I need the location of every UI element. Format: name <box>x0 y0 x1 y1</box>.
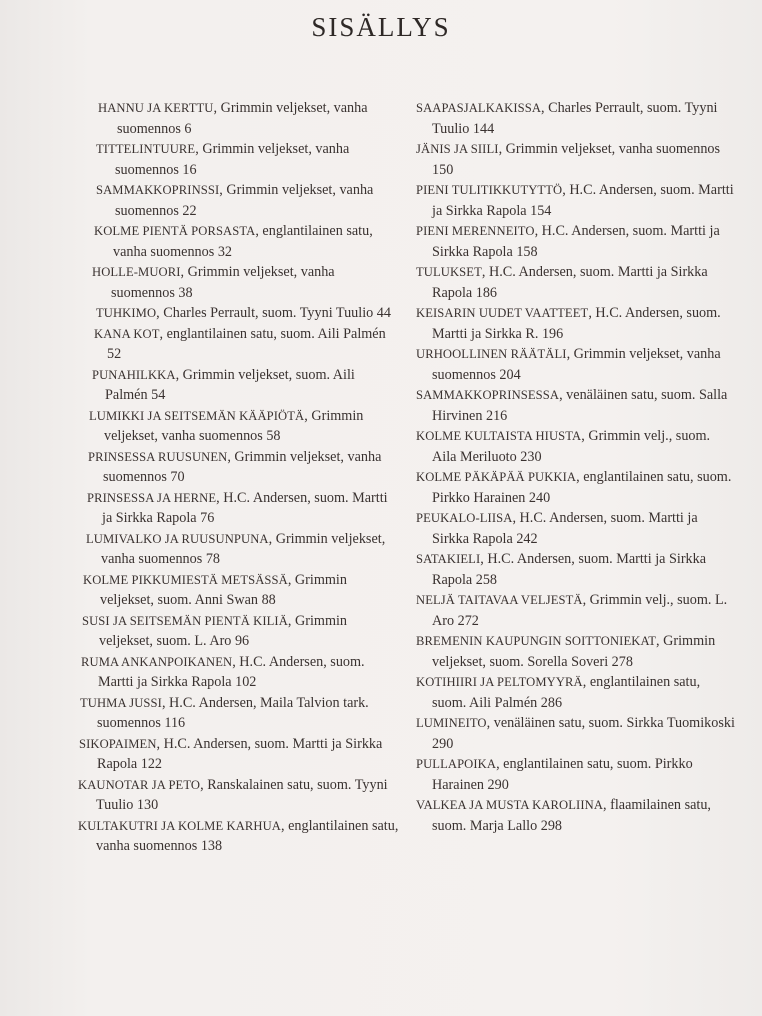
toc-entry-title: PEUKALO-LIISA <box>416 511 513 525</box>
toc-entry <box>412 180 737 221</box>
toc-entry-details: , H.C. Andersen, suom. Martti ja Sirkka Rapola 122 <box>97 735 383 772</box>
toc-entry-details: , Grimmin veljekset, vanha suomennos 78 <box>101 530 386 567</box>
toc-entry-title: NELJÄ TAITAVAA VELJESTÄ <box>416 593 583 607</box>
toc-entry-details: , Grimmin veljekset, vanha suomennos 6 <box>117 100 368 137</box>
toc-entry <box>412 549 737 590</box>
toc-entry <box>79 611 399 652</box>
toc-entry-title: PUNAHILKKA <box>92 367 176 382</box>
toc-entry-title: LUMINEITO <box>416 716 487 730</box>
toc-entry-title: KEISARIN UUDET VAATTEET <box>416 306 589 320</box>
toc-entry-title: KOLME PIENTÄ PORSASTA <box>94 224 256 238</box>
toc-entry-details: , H.C. Andersen, suom. Martti ja Sirkka Rapola 158 <box>432 223 720 260</box>
toc-entry <box>79 324 399 365</box>
toc-entry-details: , Charles Perrault, suom. Tyyni Tuulio 144 <box>432 100 718 137</box>
toc-entry-details: , Ranskalainen satu, suom. Tyyni Tuulio 130 <box>96 776 388 813</box>
toc-entry <box>412 262 737 303</box>
toc-entry <box>412 508 737 549</box>
page-title: SISÄLLYS <box>311 12 451 42</box>
toc-entry-title: SUSI JA SEITSEMÄN PIENTÄ KILIÄ <box>82 613 288 628</box>
toc-entry-title: TITTELINTUURE <box>96 142 196 156</box>
toc-entry <box>412 344 737 385</box>
toc-entry-title: SATAKIELI <box>416 552 481 566</box>
toc-entry <box>79 488 399 529</box>
toc-entry-title: SIKOPAIMEN <box>79 736 157 751</box>
toc-entry <box>412 754 737 795</box>
toc-entry <box>412 426 737 467</box>
toc-entry-title: SAMMAKKOPRINSESSA <box>416 388 560 402</box>
toc-entry-title: VALKEA JA MUSTA KAROLIINA <box>416 798 604 812</box>
toc-entry-details: , venäläinen satu, suom. Sirkka Tuomikoski 290 <box>432 715 735 752</box>
toc-entry-title: PULLAPOIKA <box>416 757 497 771</box>
toc-entry-title: BREMENIN KAUPUNGIN SOITTONIEKAT <box>416 634 657 648</box>
toc-entry-details: , Grimmin veljekset, suom. L. Aro 96 <box>99 612 348 649</box>
toc-entry-details: , englantilainen satu, suom. Pirkko Harainen 240 <box>432 469 732 506</box>
toc-entry-details: , venäläinen satu, suom. Salla Hirvinen 216 <box>432 387 728 424</box>
toc-entry-details: , H.C. Andersen, suom. Martti ja Sirkka Rapola 258 <box>432 551 707 588</box>
toc-entry <box>79 529 399 570</box>
toc-entry-details: , Grimmin veljekset, suom. Sorella Soveri 278 <box>432 633 716 670</box>
toc-entry-details: , Grimmin veljekset, vanha suomennos 150 <box>432 141 721 178</box>
toc-entry-title: PIENI MERENNEITO <box>416 224 535 238</box>
toc-entry <box>79 447 399 488</box>
toc-entry-details: , Grimmin veljekset, vanha suomennos 22 <box>115 182 374 219</box>
toc-entry <box>412 795 737 836</box>
toc-entry <box>412 303 737 344</box>
toc-entry-title: JÄNIS JA SIILI <box>416 142 499 156</box>
toc-entry-details: , Grimmin veljekset, suom. Anni Swan 88 <box>100 571 347 608</box>
toc-entry <box>79 816 399 857</box>
toc-entry-details: , Grimmin veljekset, vanha suomennos 58 <box>104 407 364 444</box>
toc-entry-details: , Grimmin velj., suom. Aila Meriluoto 230 <box>432 428 711 465</box>
toc-entry <box>412 467 737 508</box>
toc-entry-title: KAUNOTAR JA PETO <box>78 777 201 792</box>
toc-entry-title: KULTAKUTRI JA KOLME KARHUA <box>78 818 281 833</box>
toc-entry-title: PIENI TULITIKKUTYTTÖ <box>416 183 563 197</box>
toc-entry-details: , Grimmin veljekset, vanha suomennos 204 <box>432 346 721 383</box>
toc-entry <box>79 734 399 775</box>
toc-entry-title: KOLME PIKKUMIESTÄ METSÄSSÄ <box>83 572 288 587</box>
toc-entry-details: , Grimmin veljekset, suom. Aili Palmén 54 <box>105 366 355 403</box>
toc-column-left <box>79 98 399 857</box>
toc-entry-details: , Grimmin veljekset, vanha suomennos 70 <box>103 448 382 485</box>
toc-entry <box>412 713 737 754</box>
toc-entry-details: , H.C. Andersen, suom. Martti ja Sirkka Rapola 186 <box>432 264 708 301</box>
toc-entry <box>79 221 399 262</box>
toc-entry-title: URHOOLLINEN RÄÄTÄLI <box>416 347 567 361</box>
toc-entry <box>79 303 399 324</box>
toc-entry-details: , englantilainen satu, suom. Aili Palmén 286 <box>432 674 701 711</box>
toc-entry-title: RUMA ANKANPOIKANEN <box>81 654 233 669</box>
toc-entry-details: , englantilainen satu, suom. Aili Palmén 52 <box>107 325 386 362</box>
toc-entry-details: , Grimmin velj., suom. L. Aro 272 <box>432 592 728 629</box>
toc-entry <box>412 590 737 631</box>
toc-entry <box>412 221 737 262</box>
toc-entry-title: KANA KOT <box>94 326 160 341</box>
toc-entry-details: , flaamilainen satu, suom. Marja Lallo 298 <box>432 797 711 834</box>
toc-entry-title: PRINSESSA JA HERNE <box>87 490 217 505</box>
toc-entry <box>79 365 399 406</box>
toc-entry-details: , H.C. Andersen, suom. Martti ja Sirkka R. 196 <box>432 305 721 342</box>
toc-entry <box>79 180 399 221</box>
toc-entry <box>79 139 399 180</box>
toc-entry <box>79 262 399 303</box>
toc-entry-title: SAMMAKKOPRINSSI <box>96 183 220 197</box>
toc-entry <box>412 672 737 713</box>
toc-entry-title: SAAPASJALKAKISSA <box>416 101 542 115</box>
toc-entry-title: LUMIVALKO JA RUUSUNPUNA <box>86 531 269 546</box>
toc-entry <box>412 631 737 672</box>
toc-entry-details: , H.C. Andersen, Maila Talvion tark. suomennos 116 <box>97 694 369 731</box>
toc-entry-title: PRINSESSA RUUSUNEN <box>88 449 228 464</box>
toc-entry-title: HANNU JA KERTTU <box>98 101 214 115</box>
toc-entry-title: HOLLE-MUORI <box>92 265 181 279</box>
toc-entry <box>412 139 737 180</box>
toc-entry-details: , englantilainen satu, suom. Pirkko Harainen 290 <box>432 756 693 793</box>
toc-entry-details: , H.C. Andersen, suom. Martti ja Sirkka Rapola 102 <box>98 653 365 690</box>
toc-entry-details: , H.C. Andersen, suom. Martti ja Sirkka Rapola 76 <box>102 489 388 526</box>
toc-entry-details: , H.C. Andersen, suom. Martti ja Sirkka Rapola 242 <box>432 510 698 547</box>
toc-entry-details: , englantilainen satu, vanha suomennos 138 <box>96 817 399 854</box>
toc-entry-details: , Grimmin veljekset, vanha suomennos 16 <box>115 141 350 178</box>
toc-entry-title: TUHKIMO <box>96 306 157 320</box>
toc-entry <box>79 570 399 611</box>
toc-entry-title: TULUKSET <box>416 265 482 279</box>
toc-column-right <box>412 98 737 836</box>
toc-entry <box>79 693 399 734</box>
toc-entry <box>79 98 399 139</box>
toc-entry-title: TUHMA JUSSI <box>80 695 162 710</box>
toc-entry-title: LUMIKKI JA SEITSEMÄN KÄÄPIÖTÄ <box>89 408 305 423</box>
toc-entry-title: KOLME PÄKÄPÄÄ PUKKIA <box>416 470 577 484</box>
toc-entry <box>412 98 737 139</box>
toc-entry-details: , englantilainen satu, vanha suomennos 32 <box>113 223 373 260</box>
toc-entry-details: , Grimmin veljekset, vanha suomennos 38 <box>111 264 335 301</box>
toc-entry <box>79 406 399 447</box>
toc-entry-details: , Charles Perrault, suom. Tyyni Tuulio 44 <box>156 305 391 321</box>
toc-entry <box>412 385 737 426</box>
toc-entry <box>79 652 399 693</box>
toc-entry-details: , H.C. Andersen, suom. Martti ja Sirkka Rapola 154 <box>432 182 734 219</box>
toc-entry-title: KOTIHIIRI JA PELTOMYYRÄ <box>416 675 583 689</box>
toc-entry-title: KOLME KULTAISTA HIUSTA <box>416 429 582 443</box>
toc-entry <box>79 775 399 816</box>
